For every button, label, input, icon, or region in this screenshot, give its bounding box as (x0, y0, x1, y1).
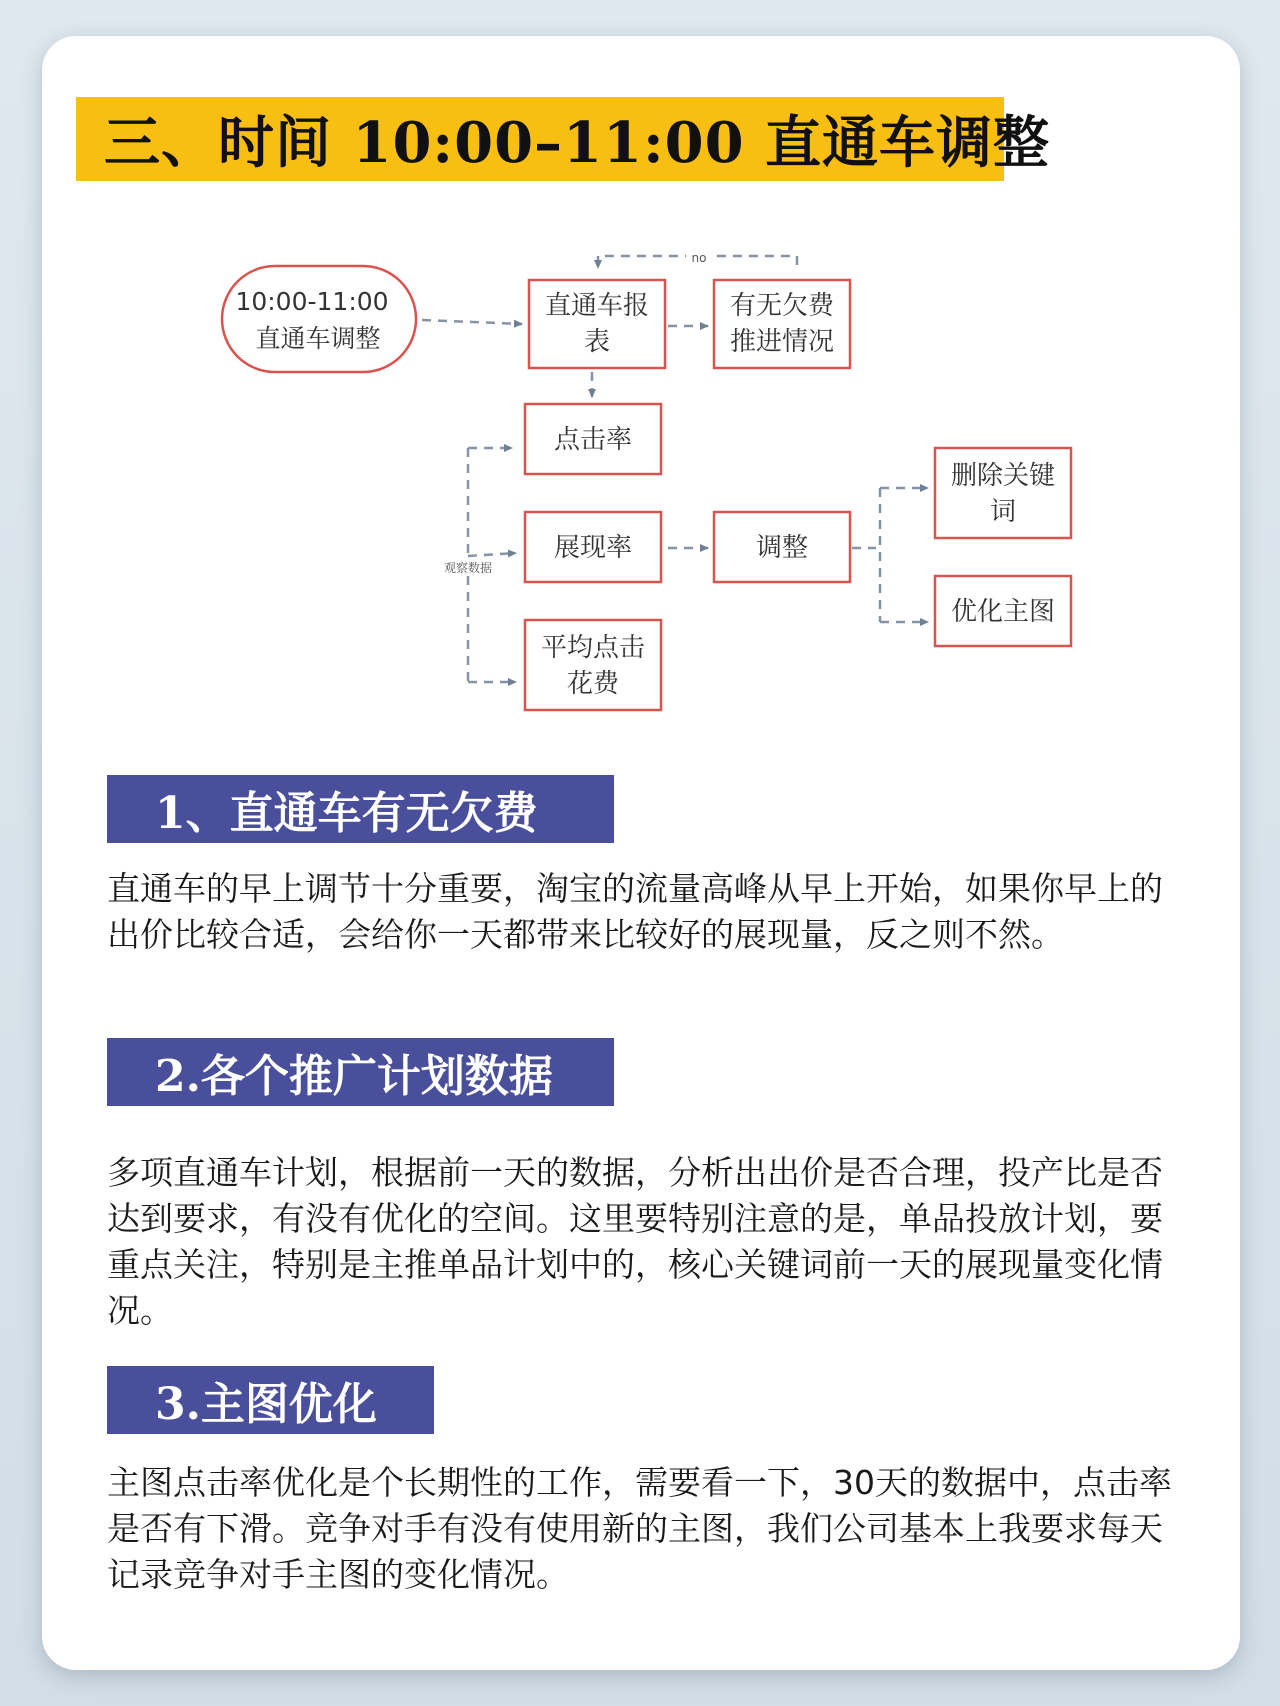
arrow-to-impression (468, 553, 516, 556)
flow-node-start (222, 266, 416, 372)
flow-arrears-line1: 有无欠费 (729, 291, 835, 321)
section-3-title: 3.主图优化 (155, 1379, 377, 1430)
flow-ctr-label: 点击率 (553, 425, 633, 455)
flow-no-label: no (691, 251, 707, 265)
flow-start-line2: 直通车调整 (255, 324, 381, 353)
flow-optimize-image-label: 优化主图 (950, 597, 1056, 627)
section-1-body: 直通车的早上调节十分重要，淘宝的流量高峰从早上开始，如果你早上的出价比较合适，会给你一天都带来比较好的展现量，反之则不然。 (107, 869, 1163, 954)
flow-report-line1: 直通车报 (544, 291, 650, 321)
flowchart (0, 0, 1280, 760)
flow-start-line1: 10:00-11:00 (235, 287, 389, 316)
page-title: 三、时间 10:00–11:00 直通车调整 (104, 110, 1051, 176)
flow-adjust-label: 调整 (755, 533, 809, 563)
section-2-title: 2.各个推广计划数据 (155, 1051, 553, 1102)
flow-avg-cpc-line1: 平均点击 (540, 633, 646, 663)
section-2-body: 多项直通车计划，根据前一天的数据，分析出出价是否合理，投产比是否达到要求，有没有优化的空间。这里要特别注意的是，单品投放计划，要重点关注，特别是主推单品计划中的，核心关键词前一天的展现量变化情况。 (107, 1153, 1163, 1330)
flow-arrears-line2: 推进情况 (729, 327, 835, 357)
section-3-body: 主图点击率优化是个长期性的工作，需要看一下，30天的数据中，点击率是否有下滑。竞争对手有没有使用新的主图，我们公司基本上我要求每天记录竞争对手主图的变化情况。 (107, 1463, 1172, 1594)
flow-avg-cpc-line2: 花费 (566, 669, 620, 699)
flow-impression-label: 展现率 (553, 533, 633, 563)
flow-report-line2: 表 (583, 327, 611, 357)
section-3-header (107, 1366, 434, 1434)
flow-delete-kw-line2: 词 (989, 497, 1017, 527)
section-1-title: 1、直通车有无欠费 (155, 788, 538, 839)
flow-observe-label: 观察数据 (443, 561, 493, 575)
section-1-header (107, 775, 614, 843)
flow-delete-kw-line1: 删除关键 (950, 461, 1056, 491)
arrow-start-to-report (422, 320, 522, 324)
section-2-header (107, 1038, 614, 1106)
